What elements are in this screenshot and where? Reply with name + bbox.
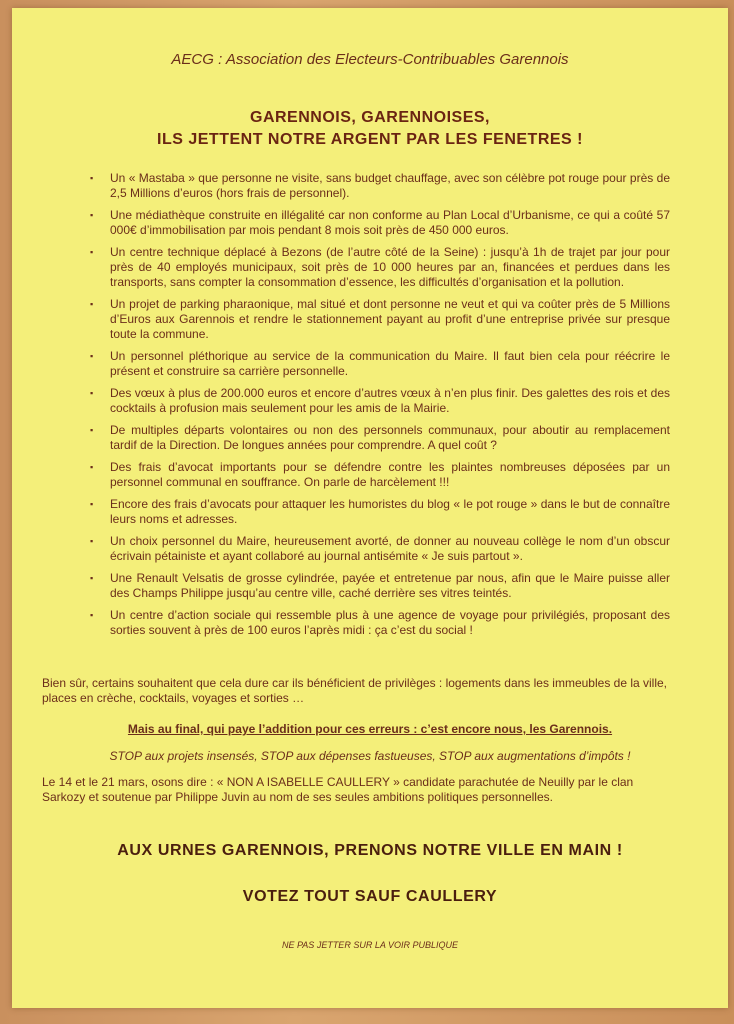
list-item: ▪ Un projet de parking pharaonique, mal situé et dont personne ne veut et qui va coûter près de 5 Millions d’Euros aux Garennois et rendre le stationnement payant au profit d’une entreprise privée sur presque toute la commune. xyxy=(90,297,670,342)
list-item: ▪ Des vœux à plus de 200.000 euros et encore d’autres vœux à n’en plus finir. Des galettes des rois et des cocktails à profusion mais seulement pour les amis de la Mairie. xyxy=(90,386,670,416)
addition-text: Mais au final, qui paye l’addition pour ces erreurs : c’est encore nous, les Garennois. xyxy=(127,722,613,736)
list-item: ▪ Encore des frais d’avocats pour attaquer les humoristes du blog « le pot rouge » dans le but de connaître leurs noms et adresses. xyxy=(90,497,670,527)
grievance-list xyxy=(90,171,670,645)
addition-line xyxy=(12,722,728,736)
flyer-sheet xyxy=(12,8,728,1008)
stop-line: STOP aux projets insensés, STOP aux dépenses fastueuses, STOP aux augmentations d’impôts ! xyxy=(109,749,631,763)
list-item: ▪ Un choix personnel du Maire, heureusement avorté, de donner au nouveau collège le nom d’un obscur écrivain pétainiste et ayant collaboré au journal antisémite « Je suis partout ». xyxy=(90,534,670,564)
slogan-urnes: AUX URNES GARENNOIS, PRENONS NOTRE VILLE EN MAIN ! xyxy=(117,842,623,859)
list-item: ▪ Un centre d’action sociale qui ressemble plus à une agence de voyage pour privilégiés, proposant des sorties souvent à près de 100 euros l’après midi : ça c’est du social ! xyxy=(90,608,670,638)
headline xyxy=(12,107,728,151)
list-item: ▪ Un « Mastaba » que personne ne visite, sans budget chauffage, avec son célèbre pot rouge pour près de 2,5 Millions d’euros (hors frais de personnel). xyxy=(90,171,670,201)
privileges-paragraph: Bien sûr, certains souhaitent que cela dure car ils bénéficient de privilèges : logements dans les immeubles de la ville, places en crèche, cocktails, voyages et sorties … xyxy=(42,676,668,705)
list-item: ▪ Des frais d’avocat importants pour se défendre contre les plaintes nombreuses déposées par un personnel communal en souffrance. On parle de harcèlement !!! xyxy=(90,460,670,490)
headline-line-2: ILS JETTENT NOTRE ARGENT PAR LES FENETRES ! xyxy=(157,131,583,148)
list-item: ▪ Un personnel pléthorique au service de la communication du Maire. Il faut bien cela pour réécrire le présent et construire sa carrière personnelle. xyxy=(90,349,670,379)
vote-paragraph: Le 14 et le 21 mars, osons dire : « NON A ISABELLE CAULLERY » candidate parachutée de Neuilly par le clan Sarkozy et soutenue par Philippe Juvin au nom de ses seules ambitions politiques personnelles. xyxy=(42,775,634,804)
slogan-votez: VOTEZ TOUT SAUF CAULLERY xyxy=(242,888,498,905)
footer-notice: NE PAS JETTER SUR LA VOIR PUBLIQUE xyxy=(281,940,459,950)
list-item: ▪ Une médiathèque construite en illégalité car non conforme au Plan Local d’Urbanisme, ce qui a coûté 57 000€ d’immobilisation par mois pendant 8 mois soit près de 450 000 euros. xyxy=(90,208,670,238)
list-item: ▪ Une Renault Velsatis de grosse cylindrée, payée et entretenue par nous, afin que le Maire puisse aller des Champs Philippe jusqu’au centre ville, caché derrière ses vitres teintés. xyxy=(90,571,670,601)
association-name: AECG : Association des Electeurs-Contribuables Garennois xyxy=(171,51,569,68)
headline-line-1: GARENNOIS, GARENNOISES, xyxy=(250,109,490,126)
list-item: ▪ Un centre technique déplacé à Bezons (de l’autre côté de la Seine) : jusqu’à 1h de trajet par jour pour près de 40 employés municipaux, soit près de 10 000 heures par an, financées et perdues dans les transports, sans compter la consommation d’essence, les difficultés d’organisation et la pollution. xyxy=(90,245,670,290)
list-item: ▪ De multiples départs volontaires ou non des personnels communaux, pour aboutir au remplacement tardif de la Direction. De longues années pour comprendre. A quel coût ? xyxy=(90,423,670,453)
